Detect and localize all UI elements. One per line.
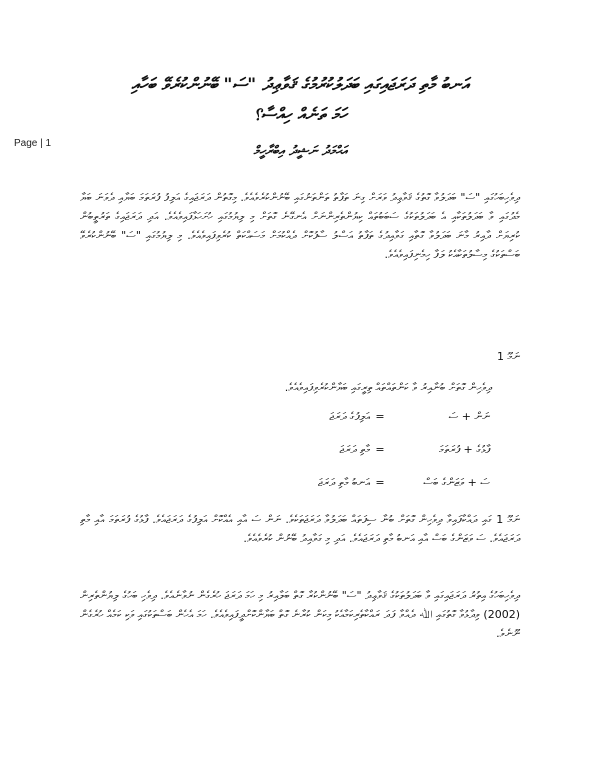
body-paragraph-1: ދިވެހިބަހުގައި "ސަ" ބަދަލުވާ ގޮތުގެ ޤަވާޢިދު ވަރަށް ގިނަ ތަފާތު ތަންތަނުގައި ބޭނުންކުރެވެއެވެ. މިގޮތުން ދަރަޖައިގެ އަލިފު ފުރަތަމަ ބަޔާއި ދެވަނަ ބަޔާ މެދުގައި ވާ ބަދަލުތަކާއި އެ ބަދަލުތަކުގެ ސަބަބުތައް ކިޔުންތެރިންނަށް އެނގޭނެ ގޮތަށް މި ލިޔުމުގައި ހުށަހަޅާފައިވެއެވެ. އަދި ދަރަޖައިގެ ތަރުތީބުން ކުރިޔަށް ދާއިރު މާނަ ބަދަލުވާ ގޮތާއި ގަވާއިދުގެ ތަފާތު އަސްލު ސާފުކޮށް ދެއްކުމަށް މަސައްކަތް ކުރެވިފައިވެއެވެ. މި ލިޔުމުގައި "ސަ" ބޭނުންކުރެވޭ ބަސްތަކުގެ މިސާލުތަކާއެކު ލަފާ ހިމެނިފައިވެއެވެ. — [80, 191, 520, 261]
body-paragraph-2: ނަމޫ 1 ގައި ދައްކާފައިވާ ދިވެހިން ގޮތަށް ބުނާ ސިފަތައް ބަދަލުވާ ދަރަޖަތަކެވެ. ނަން ސަ އާއި އެއްކޮށް އަލިފުގެ ދަރަޖައެވެ. ފާޅުގެ ފުރަތަމަ އާއި މާތި ދަރަޖައެވެ. ސަ ވަޒަންގެ ބަސް އާއި އަނބު މާތި ދަރަޖައެވެ. އަދި މި ގަވާއިދު ބޭނުން ކުރެވެއެވެ. — [80, 513, 520, 545]
title-line-2: ހަމަ ތަނެއް ހިއްސާ؟ — [253, 105, 347, 125]
equation-rhs: އަލިފުގެ ދަރަޖަ — [329, 410, 370, 423]
equation-row — [300, 410, 490, 424]
document-title — [60, 70, 540, 130]
equation-row — [300, 476, 490, 490]
equation-rhs: މާތި ދަރަޖަ — [339, 443, 370, 456]
author-name: އަޙްމަދު ނަޝީދު އިބްރާހީމް — [253, 144, 347, 159]
equation-lhs: ސަ + ވަޒަންގެ ބަސް — [423, 476, 490, 489]
equation-lhs: ނަން + ސަ — [448, 410, 490, 423]
equation-rhs: އަނބު މާތި ދަރަޖަ — [317, 476, 370, 489]
page-number-label: Page | 1 — [14, 138, 52, 149]
equation-lhs: ފާޅުގެ + ފުރަތަމަ — [439, 443, 490, 456]
body-paragraph-3: ދިވެހިބަހުގެ އިތުރު ދަރަޖައިގައި ވާ ބަދަލުތަކުގެ ޤަވާޢިދު "ސަ" ބޭނުންކުރާ ގޮތް ބަލާއިރު މި ހަމަ ދަރަޖަ ހުރެގެން ނުވާނެއެވެ. ދިވެހި ބަހުގެ ލިޔުންތެރިން (2002) ވިދާޅުވާ ގޮތުގައި ﷲ ދެއްވާ ފަދަ ރައްކާތެރިކަމާއެކު މިކަން ކުރާނެ ގޮތް ބަޔާންކޮށްދީފައިވެއެވެ. ހަމަ އެހެން ބަސްތަކުގައި ވަކި ކަމެއް ހުރެގެން ނޫނެވެ. — [80, 589, 520, 640]
title-line-1: އަނބު މާތި ދަރަޖައިގައި ބަދަލުކުރުމުގެ ޤަވާޢިދު "ސަ" ބޭނުންކުރެވޭ ބަހާއި — [131, 75, 469, 95]
equation-row — [300, 443, 490, 457]
example-intro: ދިވެހިން ގޮތަށް ބުނާއިރު ވާ ކަންތައްތައް ތިރީގައި ބަޔާންކުރެވިފައިވެއެވެ. — [284, 381, 492, 394]
example-label: ނަމޫ 1 — [496, 350, 520, 363]
equals-sign: = — [375, 443, 385, 456]
equals-sign: = — [375, 410, 385, 423]
equals-sign: = — [375, 476, 385, 489]
